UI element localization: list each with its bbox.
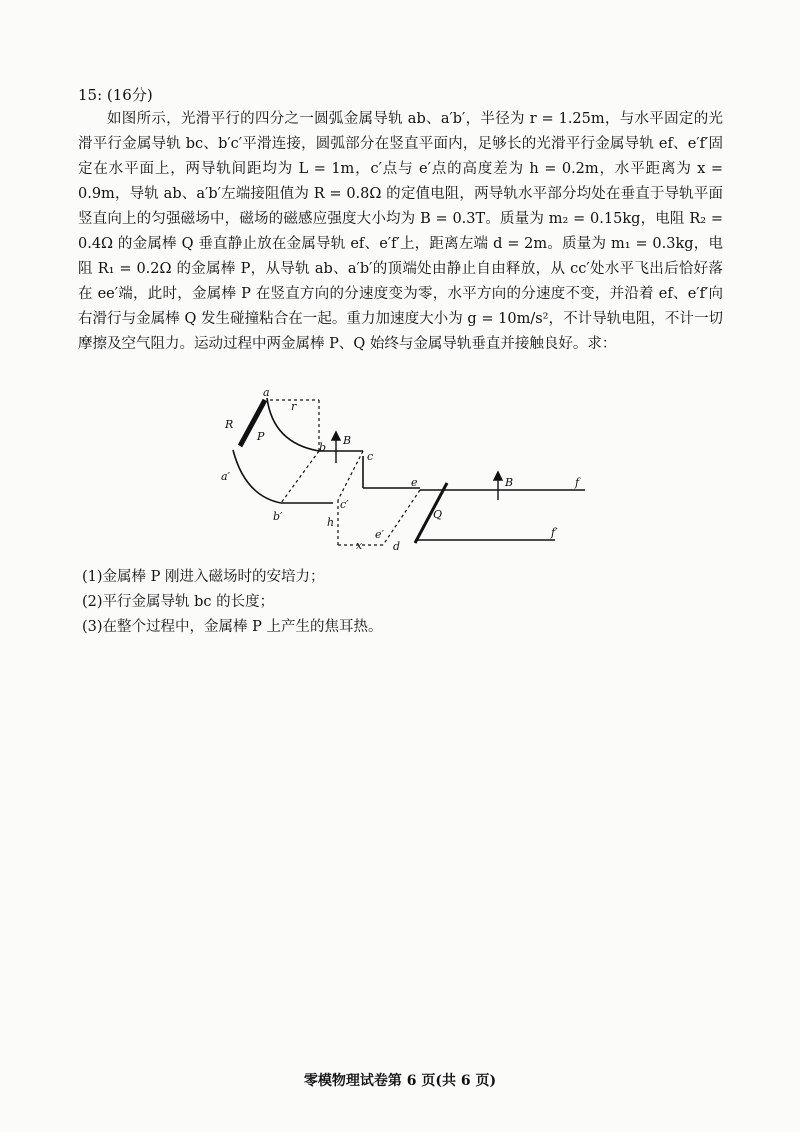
question-text: 如图所示，光滑平行的四分之一圆弧金属导轨 ab、a′b′，半径为 r = 1.25m，与水平固定的光滑平行金属导轨 bc、b′c′平滑连接，圆弧部分在竖直平面内，足够长的光滑平行金属导轨 ef、e′f′固定在水平面上，两导轨间距均为 L = 1m，c′点与 e′点的高度差为 h = 0.2m，水平距离为 x = 0.9m，导轨 ab、a′b′左端接阻值为 R = 0.8Ω 的定值电阻，两导轨水平部分均处在垂直于导轨平面竖直向上的匀强磁场中，磁场的磁感应强度大小均为 B = 0.3T。质量为 m₂ = 0.15kg，电阻 R₂ = 0.4Ω 的金属棒 Q 垂直静止放在金属导轨 ef、e′f′上，距离左端 d = 2m。质量为 m₁ = 0.3kg，电阻 R₁ = 0.2Ω 的金属棒 P，从导轨 ab、a′b′的顶端处由静止自由释放，从 cc′处水平飞出后恰好落在 ee′端，此时，金属棒 P 在竖直方向的分速度变为零，水平方向的分速度不变，并沿着 ef、e′f′向右滑行与金属棒 Q 发生碰撞粘合在一起。重力加速度大小为 g = 10m/s²，不计导轨电阻，不计一切摩擦及空气阻力。运动过程中两金属棒 P、Q 始终与金属导轨垂直并接触良好。求： [78,111,723,352]
B-arrow-2 [494,472,502,480]
label-c-prime: c′ [340,498,349,511]
label-f-prime: f′ [551,526,558,539]
circuit-figure [215,388,595,563]
label-a: a [263,388,270,399]
rails-diagram [215,388,595,563]
label-d: d [393,540,401,553]
label-B1: B [343,434,352,447]
cc-prime-dashed [338,451,363,500]
label-h: h [327,516,335,529]
ee-prime-dashed [383,490,420,545]
page-footer: 零模物理试卷第 6 页(共 6 页) [303,1073,497,1089]
label-Q: Q [433,508,443,521]
label-f: f [575,476,580,489]
label-b: b [319,441,327,454]
arc-a-prime-b-prime [233,450,281,503]
question-number: 15: (16分) [78,86,153,104]
sub-questions [82,565,383,640]
rod-Q [415,483,447,543]
label-e-prime: e′ [375,528,385,541]
label-e: e [411,476,418,489]
B-arrow-1 [332,432,340,440]
label-B2: B [505,476,514,489]
label-P: P [257,430,265,443]
rod-at-bottom-dashed [281,451,319,503]
sub-question-2: (2)平行金属导轨 bc 的长度； [82,594,275,610]
label-r: r [291,400,297,413]
label-c: c [367,450,374,463]
sub-question-1: (1)金属棒 P 刚进入磁场时的安培力； [82,569,325,585]
label-R: R [225,418,234,431]
label-x: x [356,539,363,552]
sub-question-3: (3)在整个过程中，金属棒 P 上产生的焦耳热。 [82,619,383,635]
label-b-prime: b′ [273,510,283,523]
label-a-prime: a′ [221,470,231,483]
